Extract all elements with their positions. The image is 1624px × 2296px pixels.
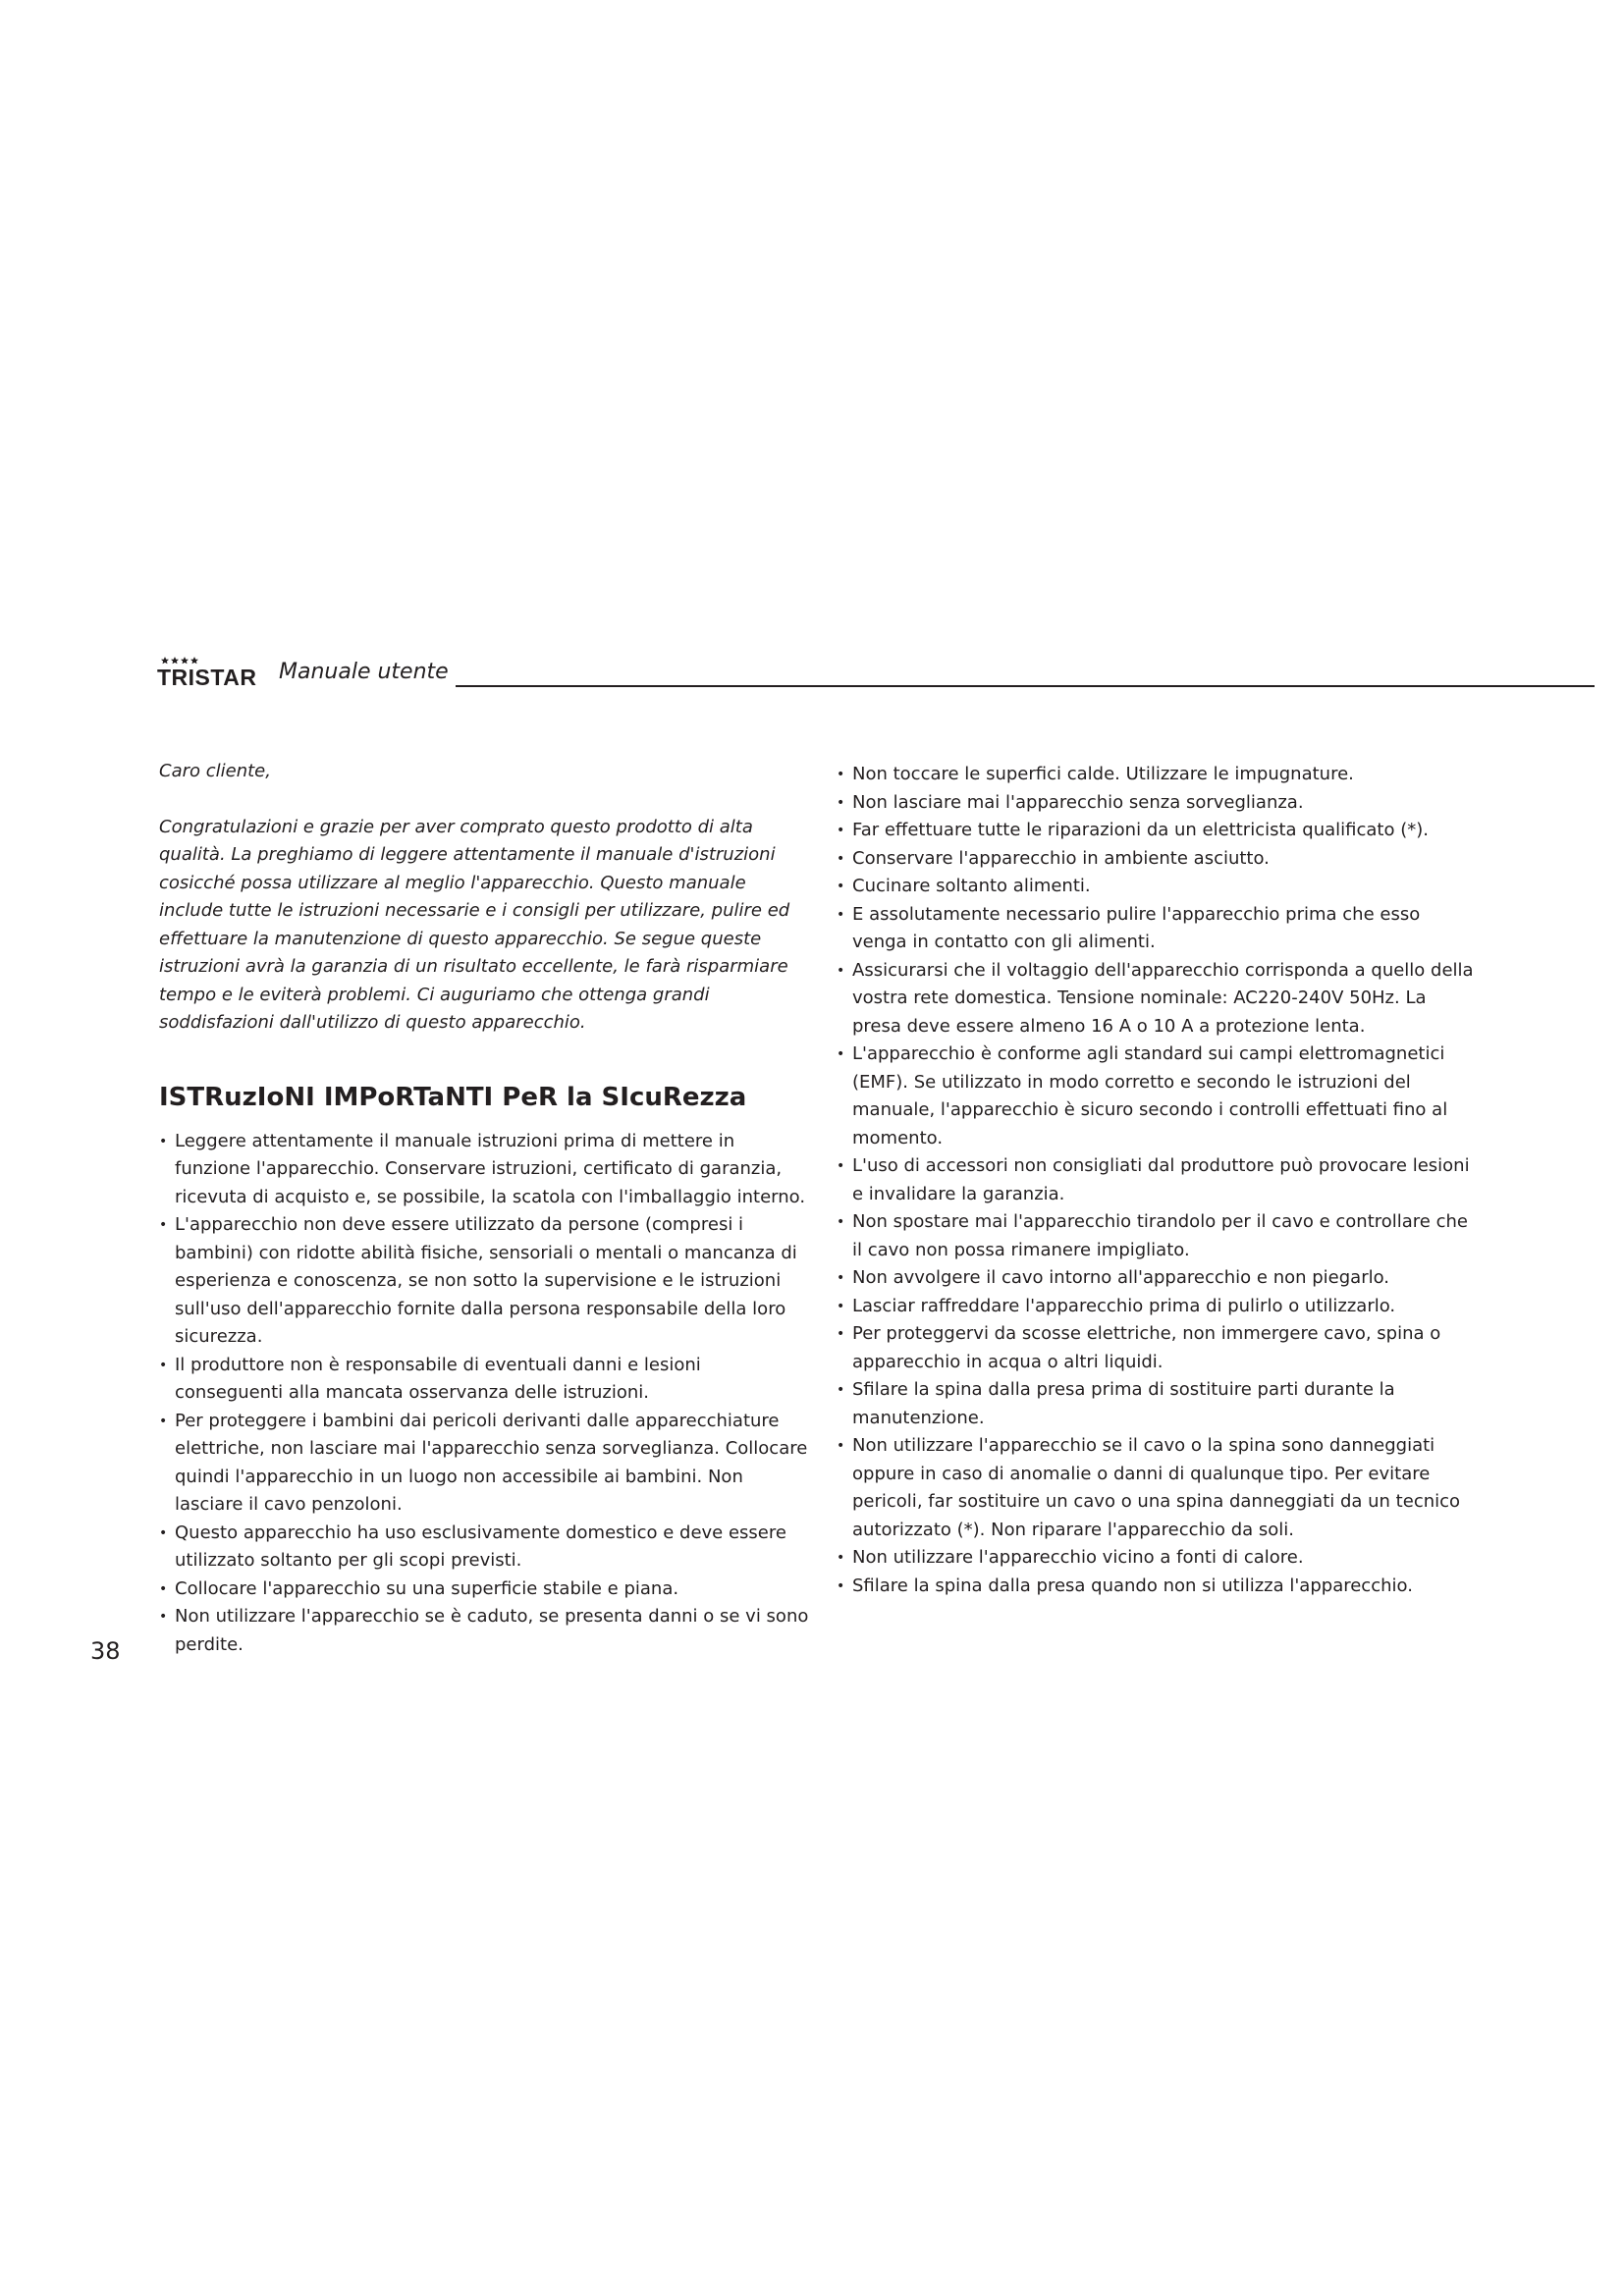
list-item: [159, 1575, 809, 1604]
list-item: [837, 1152, 1475, 1208]
bullet-icon: •: [837, 1577, 845, 1594]
list-item-text: L'uso di accessori non consigliati dal produttore può provocare lesioni e invalidare la garanzia.: [852, 1155, 1470, 1204]
left-column: [159, 758, 809, 1659]
section-title-safety: ISTRuzIoNI IMPoRTaNTI PeR la SIcuRezza: [159, 1082, 747, 1112]
list-item-text: Non utilizzare l'apparecchio se il cavo o la spina sono danneggiati oppure in caso di anomalie o danni di qualunque tipo. Per evitare pericoli, far sostituire un cavo o una spina danneggiati da un tecnico autorizzato (*). Non riparare l'apparecchio da soli.: [852, 1435, 1461, 1540]
list-item: [837, 1573, 1475, 1601]
list-item: [837, 817, 1475, 845]
list-item-text: Lasciar raffreddare l'apparecchio prima di pulirlo o utilizzarlo.: [852, 1295, 1396, 1316]
bullet-icon: •: [837, 767, 845, 782]
list-item-text: Collocare l'apparecchio su una superficie stabile e piana.: [175, 1577, 679, 1599]
list-item: [159, 1603, 809, 1659]
bullet-icon: •: [837, 1214, 845, 1230]
list-item-text: Non spostare mai l'apparecchio tirandolo per il cavo e controllare che il cavo non possa rimanere impigliato.: [852, 1211, 1468, 1260]
list-item-text: Questo apparecchio ha uso esclusivamente domestico e deve essere utilizzato soltanto per gli scopi previsti.: [175, 1522, 786, 1571]
bullet-icon: •: [837, 1046, 845, 1062]
bullet-icon: •: [837, 879, 845, 894]
bullet-icon: •: [837, 1550, 845, 1566]
bullet-icon: •: [837, 1158, 845, 1174]
bullet-icon: •: [159, 1609, 168, 1625]
list-item: [837, 1208, 1475, 1264]
list-item-text: Conservare l'apparecchio in ambiente asciutto.: [852, 847, 1270, 869]
list-item: [837, 1376, 1475, 1432]
list-item: [837, 845, 1475, 874]
bullet-icon: •: [837, 823, 845, 838]
list-item-text: Il produttore non è responsabile di eventuali danni e lesioni conseguenti alla mancata osservanza delle istruzioni.: [175, 1354, 701, 1403]
header-title: Manuale utente: [279, 660, 449, 684]
list-item: [837, 873, 1475, 901]
list-item-text: Non utilizzare l'apparecchio se è caduto, se presenta danni o se vi sono perdite.: [175, 1606, 809, 1655]
safety-list-left: [159, 1128, 809, 1660]
list-item-text: Non avvolgere il cavo intorno all'apparecchio e non piegarlo.: [852, 1267, 1390, 1288]
list-item: [837, 1293, 1475, 1321]
right-column: [837, 761, 1475, 1600]
list-item-text: Non utilizzare l'apparecchio vicino a fonti di calore.: [852, 1547, 1304, 1568]
list-item-text: L'apparecchio non deve essere utilizzato da persone (compresi i bambini) con ridotte abilità fisiche, sensoriali o mentali o mancanza di esperienza e conoscenza, se non sotto la supervisione e le istruzioni sull'uso dell'apparecchio fornite dalla persona responsabile della loro sicurezza.: [175, 1214, 797, 1347]
bullet-icon: •: [159, 1580, 168, 1597]
greeting: Caro cliente,: [159, 761, 271, 781]
list-item-text: Non toccare le superfici calde. Utilizzare le impugnature.: [852, 764, 1354, 784]
list-item-text: Per proteggere i bambini dai pericoli derivanti dalle apparecchiature elettriche, non lasciare mai l'apparecchio senza sorveglianza. Collocare quindi l'apparecchio in un luogo non accessibile ai bambini. Non lasciare il cavo penzoloni.: [175, 1410, 808, 1515]
list-item: [837, 1264, 1475, 1293]
list-item-text: Per proteggervi da scosse elettriche, non immergere cavo, spina o apparecchio in acqua o altri liquidi.: [852, 1323, 1441, 1372]
list-item: [159, 1352, 809, 1408]
list-item-text: Assicurarsi che il voltaggio dell'apparecchio corrisponda a quello della vostra rete domestica. Tensione nominale: AC220-240V 50Hz. La presa deve essere almeno 16 A o 10 A a protezione lenta.: [852, 959, 1474, 1037]
bullet-icon: •: [837, 1326, 845, 1342]
tristar-logo: [157, 656, 267, 687]
list-item: [159, 1211, 809, 1352]
intro-paragraph: Congratulazioni e grazie per aver comprato questo prodotto di alta qualità. La preghiamo di leggere attentamente il manuale d'istruzioni cosicché possa utilizzare al meglio l'apparecchio. Questo manuale include tutte le istruzioni necessarie e i consigli per utilizzare, pulire ed effettuare la manutenzione di questo apparecchio. Se segue queste istruzioni avrà la garanzia di un risultato eccellente, le farà risparmiare tempo e le eviterà problemi. Ci auguriamo che ottenga grandi soddisfazioni dall'utilizzo di questo apparecchio.: [159, 816, 790, 1033]
list-item-text: Non lasciare mai l'apparecchio senza sorveglianza.: [852, 791, 1304, 813]
list-item-text: Leggere attentamente il manuale istruzioni prima di mettere in funzione l'apparecchio. Conservare istruzioni, certificato di garanzia, ricevuta di acquisto e, se possibile, la scatola con l'imballaggio interno.: [175, 1130, 806, 1207]
bullet-icon: •: [837, 1382, 845, 1398]
header-divider: [456, 685, 1595, 687]
bullet-icon: •: [837, 906, 845, 923]
list-item: [159, 1520, 809, 1575]
list-item-text: L'apparecchio è conforme agli standard sui campi elettromagnetici (EMF). Se utilizzato in modo corretto e secondo le istruzioni del manuale, l'apparecchio è sicuro secondo i controlli effettuati fino al momento.: [852, 1043, 1448, 1148]
list-item-text: Sfilare la spina dalla presa prima di sostituire parti durante la manutenzione.: [852, 1379, 1395, 1428]
bullet-icon: •: [837, 1270, 845, 1286]
bullet-icon: •: [159, 1357, 168, 1373]
list-item: [159, 1128, 809, 1212]
list-item: [837, 1320, 1475, 1376]
list-item: [837, 761, 1475, 789]
list-item: [837, 901, 1475, 957]
safety-list-right: [837, 761, 1475, 1600]
list-item-text: Far effettuare tutte le riparazioni da un elettricista qualificato (*).: [852, 820, 1429, 840]
list-item-text: Sfilare la spina dalla presa quando non si utilizza l'apparecchio.: [852, 1575, 1413, 1596]
list-item: [837, 1432, 1475, 1544]
page-number: 38: [90, 1637, 121, 1665]
list-item: [837, 1544, 1475, 1573]
bullet-icon: •: [837, 962, 845, 979]
bullet-icon: •: [837, 850, 845, 867]
bullet-icon: •: [837, 1438, 845, 1454]
list-item-text: E assolutamente necessario pulire l'apparecchio prima che esso venga in contatto con gli alimenti.: [852, 903, 1421, 952]
bullet-icon: •: [159, 1524, 168, 1541]
bullet-icon: •: [837, 1298, 845, 1314]
list-item: [837, 1041, 1475, 1152]
list-item: [159, 1408, 809, 1520]
list-item: [837, 957, 1475, 1041]
bullet-icon: •: [159, 1133, 168, 1149]
list-item-text: Cucinare soltanto alimenti.: [852, 876, 1091, 896]
bullet-icon: •: [159, 1413, 168, 1429]
bullet-icon: •: [159, 1217, 168, 1233]
page-header: [157, 656, 1595, 693]
logo-text: TRISTAR: [157, 665, 257, 687]
bullet-icon: •: [837, 794, 845, 811]
list-item: [837, 789, 1475, 818]
